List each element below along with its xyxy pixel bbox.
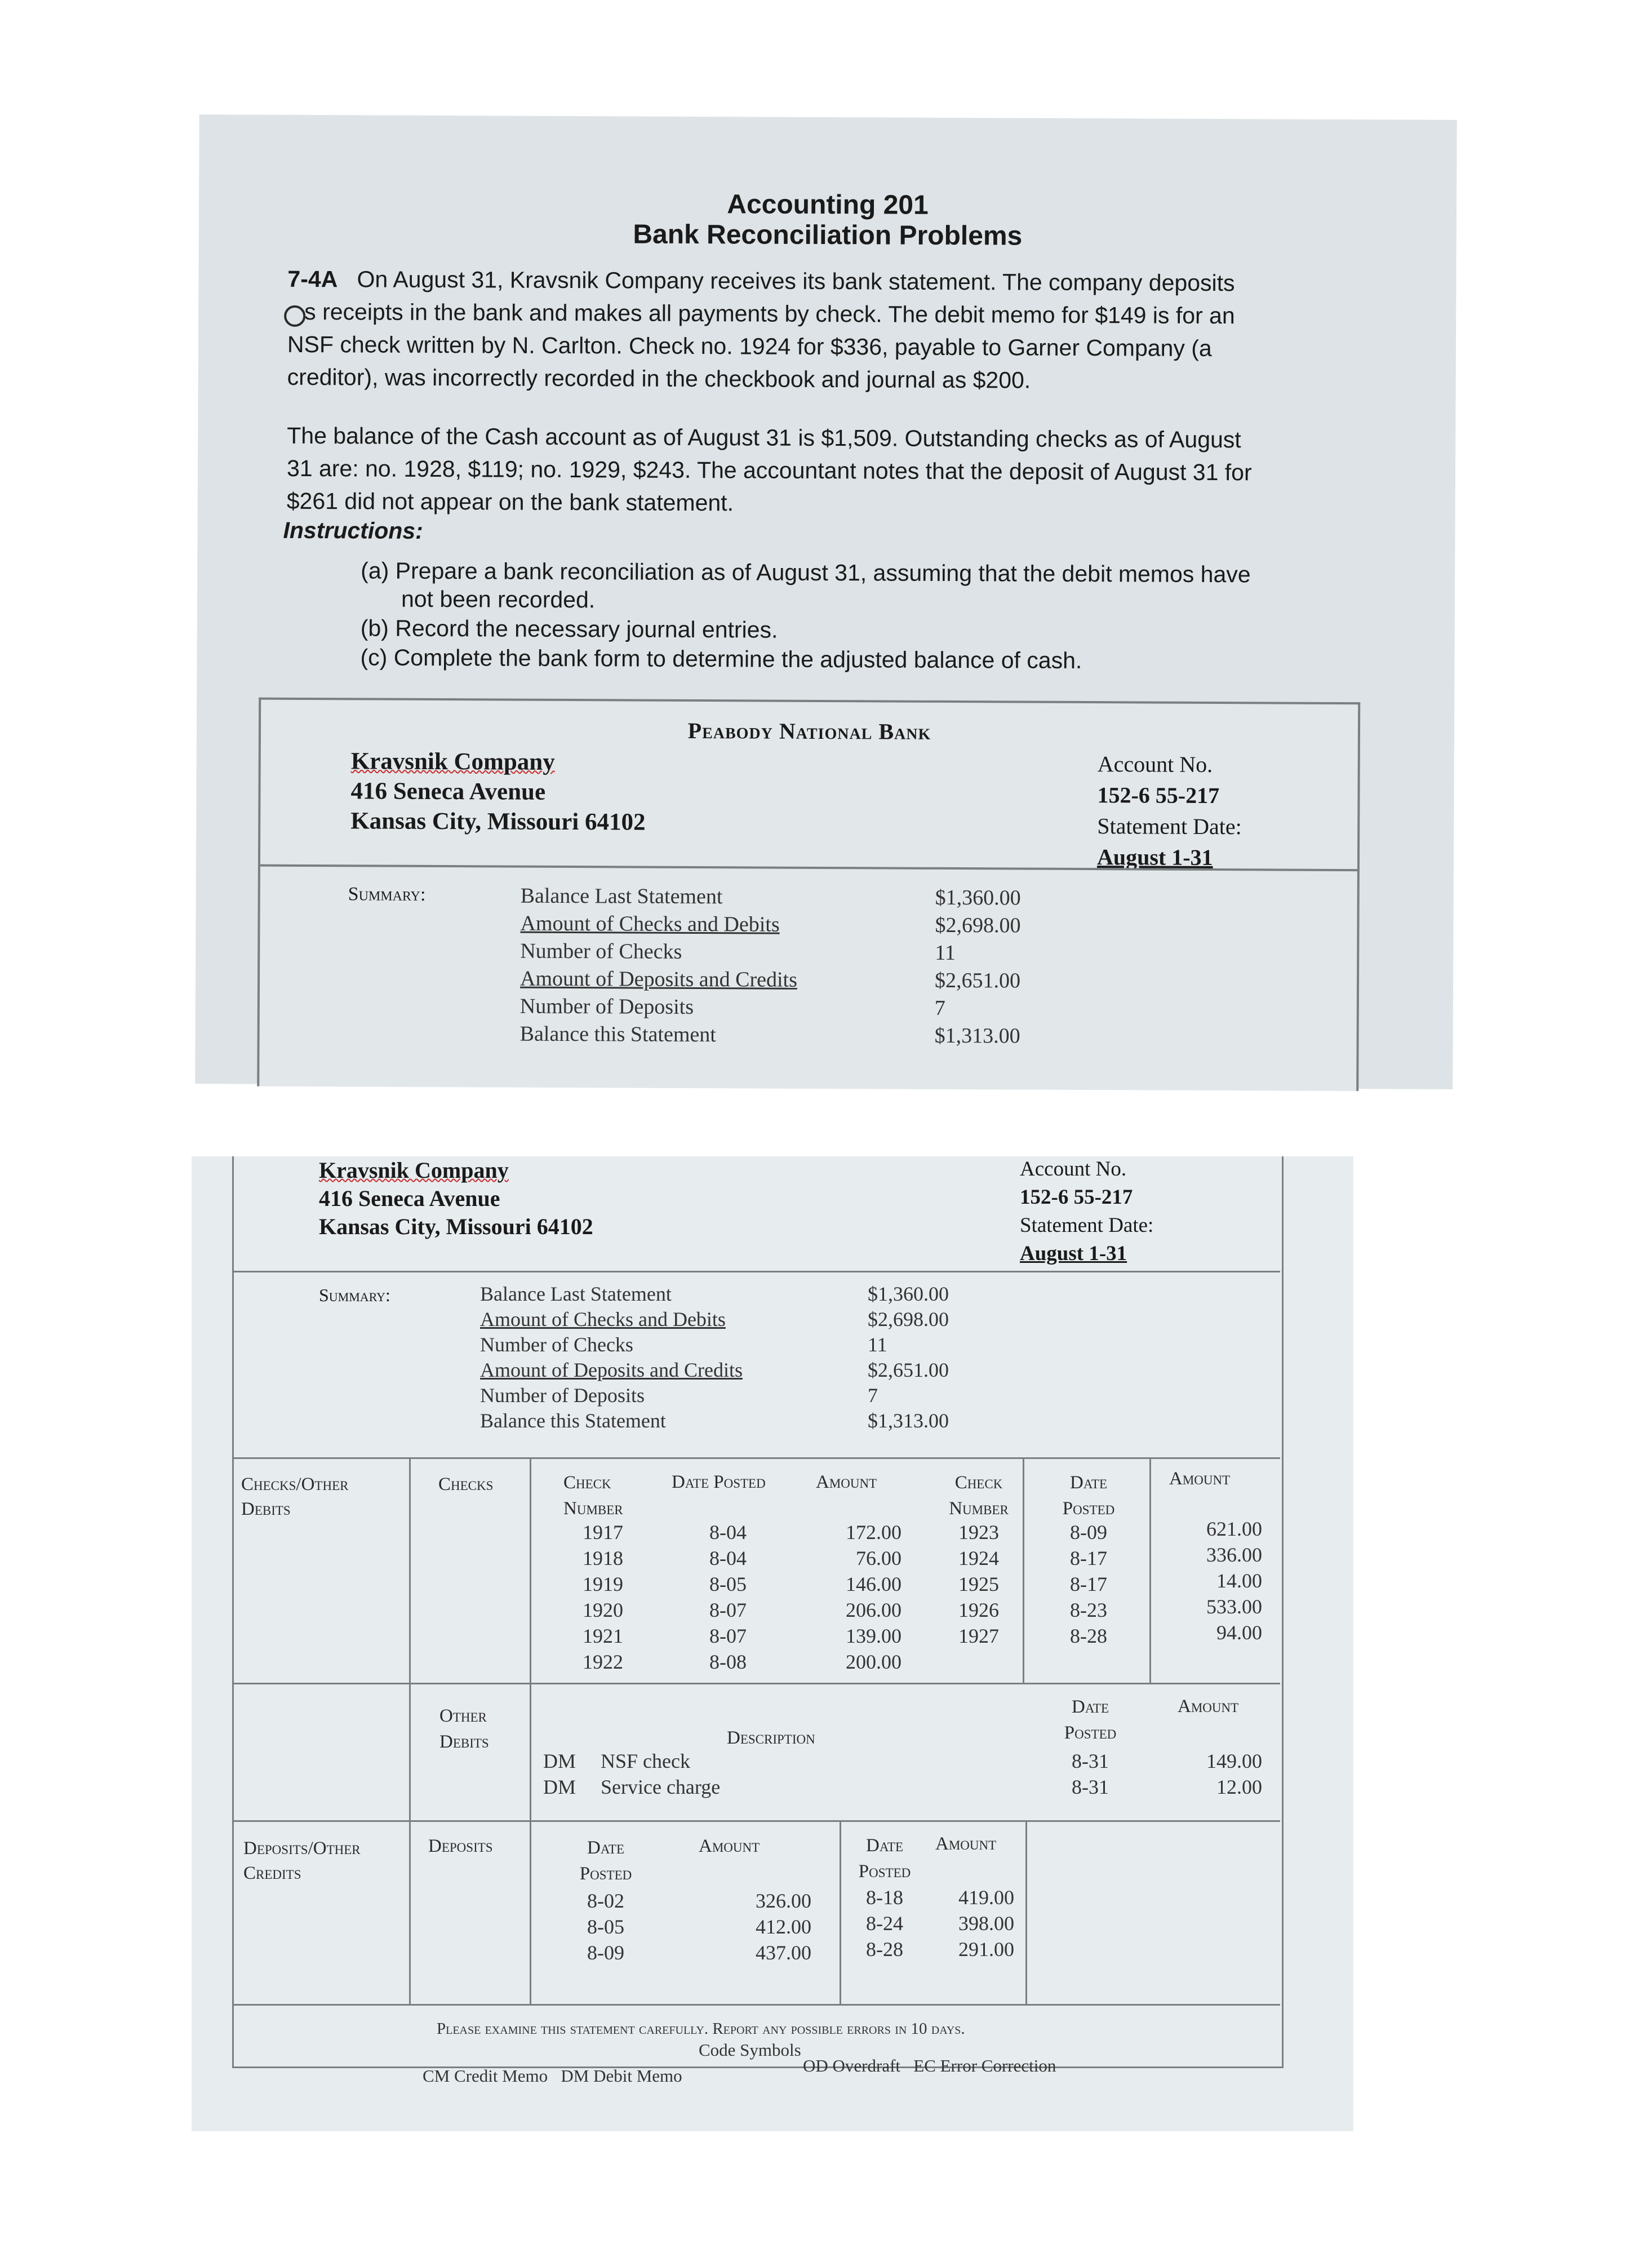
deposits-date-header-2 — [851, 1833, 918, 1884]
detail-summary-label-4: Amount of Deposits and Credits — [480, 1359, 743, 1381]
company-street: 416 Seneca Avenue — [350, 778, 546, 805]
deposit-amount: 398.00 — [958, 1912, 1014, 1935]
deposit-date: 8-02 — [587, 1890, 624, 1912]
detail-summary-label-1: Balance Last Statement — [480, 1283, 672, 1305]
summary-label-1: Balance Last Statement — [520, 884, 723, 909]
check-number: 1920 — [583, 1599, 623, 1621]
detail-company-name: Kravsnik Company — [319, 1158, 509, 1183]
instruction-a-cont: not been recorded. — [401, 586, 596, 613]
summary-value-5: 7 — [934, 996, 945, 1020]
check-amount: 172.00 — [846, 1521, 902, 1544]
grid-vline-2 — [530, 1457, 531, 2004]
check-number: 1926 — [958, 1599, 999, 1621]
company-city: Kansas City, Missouri 64102 — [350, 808, 646, 836]
check-date: 8-04 — [709, 1521, 747, 1544]
summary-value-3: 11 — [935, 941, 956, 965]
check-amount: 76.00 — [856, 1547, 902, 1569]
detail-summary-value-4: $2,651.00 — [868, 1359, 949, 1381]
para1-line-3: NSF check written by N. Carlton. Check no. 1924 for $336, payable to Garner Company (a — [287, 331, 1212, 361]
detail-summary-value-1: $1,360.00 — [868, 1283, 949, 1305]
check-date: 8-23 — [1070, 1599, 1107, 1621]
check-number-header: Check Number — [563, 1473, 623, 1519]
detail-summary-value-2: $2,698.00 — [868, 1308, 949, 1331]
debit-amount: 149.00 — [1206, 1750, 1262, 1772]
check-amount: 94.00 — [1216, 1621, 1262, 1644]
check-number: 1927 — [958, 1625, 999, 1647]
deposits-label: Deposits — [428, 1836, 493, 1856]
para1-line-2: s receipts in the bank and makes all payments by check. The debit memo for $149 is for an — [304, 298, 1235, 329]
check-number: 1919 — [583, 1573, 623, 1595]
deposit-amount: 437.00 — [756, 1941, 811, 1964]
deposit-amount: 291.00 — [958, 1938, 1014, 1961]
other-debits-label: Other Debits — [439, 1706, 489, 1752]
check-date: 8-07 — [709, 1625, 747, 1647]
check-amount: 14.00 — [1216, 1569, 1262, 1592]
deposit-amount: 326.00 — [756, 1890, 811, 1912]
date-posted-header-2: Date Posted — [1062, 1473, 1115, 1519]
course-title: Accounting 201 — [727, 189, 929, 220]
problem-paragraph-1 — [287, 263, 1235, 397]
date-label: Date — [866, 1835, 903, 1856]
instruction-c: (c) Complete the bank form to determine the adjusted balance of cash. — [360, 644, 1082, 673]
codes-left: CM Credit Memo DM Debit Memo — [423, 2066, 682, 2086]
detail-summary-label-2: Amount of Checks and Debits — [480, 1308, 726, 1331]
footer-notice: Please examine this statement carefully. Report any possible errors in 10 days. — [437, 2020, 965, 2038]
check-dates-left — [694, 1519, 762, 1675]
problem-number: 7-4A — [287, 265, 338, 292]
codes-right: OD Overdraft EC Error Correction — [803, 2056, 1056, 2076]
detail-account-number: 152-6 55-217 — [1020, 1186, 1133, 1209]
summary-label-5: Number of Deposits — [519, 994, 694, 1019]
detail-summary-values — [868, 1281, 949, 1434]
problem-sheet — [195, 114, 1456, 1089]
para1-line-4: creditor), was incorrectly recorded in the checkbook and journal as $200. — [287, 363, 1031, 393]
summary-value-6: $1,313.00 — [934, 1023, 1020, 1048]
para2-line-3: $261 did not appear on the bank statement. — [286, 487, 734, 516]
detail-company-street: 416 Seneca Avenue — [319, 1186, 500, 1211]
other-debits-date-header: Date Posted — [1064, 1697, 1117, 1743]
summary-label-6: Balance this Statement — [519, 1022, 716, 1047]
debit-date: 8-31 — [1072, 1750, 1109, 1772]
check-amount: 139.00 — [846, 1625, 902, 1647]
check-amounts-left — [800, 1519, 902, 1675]
deposit-amounts-left — [710, 1888, 811, 1966]
other-debits-amounts — [1161, 1748, 1262, 1800]
deposit-date: 8-09 — [587, 1941, 624, 1964]
check-date: 8-05 — [709, 1573, 747, 1595]
deposit-amounts-right — [913, 1884, 1014, 1962]
instructions-heading: Instructions: — [283, 517, 423, 544]
deposit-amount: 412.00 — [756, 1915, 811, 1938]
amount-header-2: Amount — [1169, 1469, 1231, 1489]
summary-label: Summary: — [348, 884, 426, 905]
checks-section-divider — [232, 1457, 1280, 1459]
bank-statement-header — [257, 698, 1360, 1092]
check-numbers-left — [563, 1519, 642, 1675]
problem-paragraph-2 — [287, 419, 1252, 521]
deposits-amount-header: Amount — [699, 1836, 760, 1856]
deposit-dates-left — [575, 1888, 637, 1966]
footer-divider — [232, 2004, 1280, 2006]
debit-amount: 12.00 — [1216, 1776, 1262, 1798]
posted-label: Posted — [579, 1864, 632, 1884]
deposit-amount: 419.00 — [958, 1886, 1014, 1909]
detail-account-label: Account No. — [1020, 1158, 1127, 1181]
check-amount: 206.00 — [846, 1599, 902, 1621]
detail-summary-value-3: 11 — [868, 1333, 887, 1356]
deposit-date: 8-05 — [587, 1915, 624, 1938]
debit-description: Service charge — [601, 1776, 721, 1798]
debit-code: DM — [543, 1776, 576, 1798]
check-amount: 336.00 — [1206, 1544, 1262, 1566]
grid-vline-1 — [409, 1457, 411, 2004]
check-amount: 200.00 — [846, 1651, 902, 1673]
check-number: 1925 — [958, 1573, 999, 1595]
deposit-dates-right — [851, 1884, 918, 1962]
detail-header-divider — [232, 1271, 1280, 1272]
detail-summary-label: Summary: — [319, 1285, 390, 1305]
detail-summary-labels — [480, 1281, 743, 1434]
deposits-amount-header-2: Amount — [935, 1834, 997, 1854]
check-date: 8-09 — [1070, 1521, 1107, 1544]
detail-summary-label-5: Number of Deposits — [480, 1384, 645, 1407]
check-amounts-right — [1161, 1516, 1262, 1646]
detail-company-address — [319, 1156, 593, 1241]
para2-line-1: The balance of the Cash account as of August 31 is $1,509. Outstanding checks as of August — [287, 422, 1241, 453]
check-date: 8-17 — [1070, 1573, 1107, 1595]
check-dates-right — [1055, 1519, 1122, 1649]
checks-label: Checks — [438, 1474, 494, 1494]
detail-summary-value-5: 7 — [868, 1384, 878, 1407]
other-debits-codes — [543, 1748, 576, 1800]
summary-label-3: Number of Checks — [520, 939, 682, 964]
summary-values — [935, 884, 1021, 1050]
detail-statement-date: August 1-31 — [1020, 1242, 1127, 1265]
detail-summary-label-6: Balance this Statement — [480, 1409, 666, 1432]
detail-statement-date-label: Statement Date: — [1020, 1214, 1154, 1237]
date-label: Date — [587, 1838, 624, 1858]
deposits-divider — [232, 1820, 1280, 1822]
grid-vline-5 — [840, 1820, 841, 2004]
debit-date: 8-31 — [1072, 1776, 1109, 1798]
bank-statement-detail — [192, 1156, 1353, 2131]
debit-code: DM — [543, 1750, 576, 1772]
company-address — [350, 746, 646, 837]
deposits-credits-label: Deposits/Other Credits — [243, 1838, 361, 1883]
cursor-circle-icon — [284, 305, 305, 327]
check-amount: 621.00 — [1206, 1518, 1262, 1540]
posted-label: Posted — [858, 1861, 911, 1882]
para1-line-1: On August 31, Kravsnik Company receives its bank statement. The company deposits — [357, 266, 1235, 296]
grid-vline-6 — [1025, 1820, 1027, 2004]
amount-header: Amount — [816, 1472, 877, 1492]
check-date: 8-17 — [1070, 1547, 1107, 1569]
summary-labels — [520, 882, 798, 1049]
detail-summary-value-6: $1,313.00 — [868, 1409, 949, 1432]
instruction-b: (b) Record the necessary journal entries. — [360, 615, 778, 643]
check-date: 8-28 — [1070, 1625, 1107, 1647]
check-number: 1921 — [583, 1625, 623, 1647]
check-number: 1917 — [583, 1521, 623, 1544]
check-date: 8-04 — [709, 1547, 747, 1569]
summary-value-2: $2,698.00 — [935, 913, 1021, 938]
detail-company-city: Kansas City, Missouri 64102 — [319, 1214, 593, 1239]
deposits-date-header — [575, 1835, 637, 1887]
check-date: 8-07 — [709, 1599, 747, 1621]
detail-account-info — [1020, 1155, 1153, 1268]
check-number: 1924 — [958, 1547, 999, 1569]
check-number: 1923 — [958, 1521, 999, 1544]
account-info — [1097, 748, 1242, 873]
date-posted-header: Date Posted — [672, 1472, 766, 1492]
detail-summary-label-3: Number of Checks — [480, 1333, 633, 1356]
grid-vline-3 — [1023, 1457, 1024, 1683]
check-number-header-2: Check Number — [949, 1473, 1009, 1519]
account-number: 152-6 55-217 — [1097, 782, 1220, 809]
other-debits-descriptions — [601, 1748, 720, 1800]
debit-description: NSF check — [601, 1750, 690, 1772]
account-label: Account No. — [1097, 751, 1213, 777]
bank-name: Peabody National Bank — [687, 717, 931, 744]
check-amount: 533.00 — [1206, 1595, 1262, 1618]
deposit-date: 8-28 — [866, 1938, 903, 1961]
check-number: 1918 — [583, 1547, 623, 1569]
summary-label-4: Amount of Deposits and Credits — [519, 966, 798, 992]
check-date: 8-08 — [709, 1651, 747, 1673]
other-debits-amount-header: Amount — [1178, 1696, 1239, 1717]
deposit-date: 8-18 — [866, 1886, 903, 1909]
check-amount: 146.00 — [846, 1573, 902, 1595]
summary-value-1: $1,360.00 — [935, 885, 1021, 910]
problem-subtitle: Bank Reconciliation Problems — [633, 219, 1023, 251]
check-numbers-right — [936, 1519, 1021, 1649]
other-debits-divider — [232, 1683, 1280, 1684]
summary-label-2: Amount of Checks and Debits — [520, 911, 780, 937]
other-debits-dates — [1062, 1748, 1118, 1800]
description-header: Description — [727, 1728, 815, 1748]
code-symbols-label: Code Symbols — [699, 2040, 801, 2060]
instruction-a: (a) Prepare a bank reconciliation as of August 31, assuming that the debit memos have — [361, 557, 1251, 588]
checks-debits-label: Checks/Other Debits — [241, 1474, 349, 1519]
check-number: 1922 — [583, 1651, 623, 1673]
company-name: Kravsnik Company — [350, 748, 555, 775]
statement-date: August 1-31 — [1096, 844, 1213, 870]
summary-value-4: $2,651.00 — [934, 968, 1021, 993]
para2-line-2: 31 are: no. 1928, $119; no. 1929, $243. The accountant notes that the deposit of August 31 for — [286, 455, 1252, 486]
statement-date-label: Statement Date: — [1097, 813, 1242, 840]
deposit-date: 8-24 — [866, 1912, 903, 1935]
grid-vline-4 — [1149, 1457, 1151, 1683]
